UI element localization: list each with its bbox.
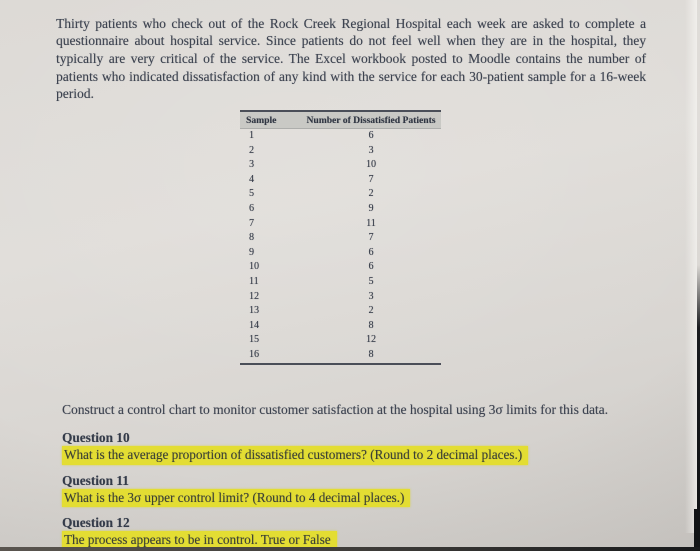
table-row	[240, 144, 441, 159]
sample-number-cell: 5	[249, 188, 254, 200]
table-row	[240, 231, 441, 246]
questions-section	[62, 430, 528, 551]
question-12-label: Question 12	[62, 515, 130, 530]
sample-number-cell: 14	[249, 319, 259, 331]
photo-edge-right-corner	[694, 509, 700, 551]
dissatisfied-count-cell: 8	[368, 319, 374, 331]
table-row	[240, 246, 441, 261]
sample-number-cell: 12	[249, 290, 259, 302]
sample-number-cell: 9	[249, 246, 254, 258]
table-row	[240, 260, 441, 275]
table-row	[240, 173, 441, 188]
table-row	[240, 187, 441, 202]
table-row	[240, 290, 441, 305]
dissatisfied-count-cell: 2	[368, 188, 374, 200]
sample-number-cell: 3	[249, 159, 254, 171]
question-11-text-highlight: What is the 3σ upper control limit? (Round to 4 decimal places.)	[62, 489, 410, 508]
paper-edge-sheen	[685, 0, 697, 533]
dissatisfied-count-cell: 12	[366, 334, 376, 346]
table-row	[240, 348, 441, 364]
dissatisfied-count-cell: 6	[368, 261, 374, 273]
sample-number-cell: 1	[249, 130, 254, 141]
table-header-row	[240, 111, 441, 129]
sample-number-cell: 8	[249, 232, 254, 244]
instruction-paragraph: Construct a control chart to monitor customer satisfaction at the hospital using 3σ limits for this data.	[62, 401, 609, 417]
question-10-label: Question 10	[62, 430, 130, 445]
table-row	[240, 275, 441, 290]
dissatisfied-patients-table	[240, 110, 441, 365]
question-11-line	[62, 489, 528, 508]
dissatisfied-count-cell: 11	[366, 217, 376, 229]
question-10-text-highlight: What is the average proportion of dissatisfied customers? (Round to 2 decimal places.)	[62, 446, 528, 465]
table-row	[240, 217, 441, 232]
table-header-sample: Sample	[240, 111, 301, 129]
table-row	[240, 129, 441, 144]
dissatisfied-count-cell: 5	[368, 275, 374, 287]
intro-paragraph: Thirty patients who check out of the Rock Creek Regional Hospital each week are asked to complete a questionnaire about hospital service. Since patients do not feel well when they are in the hospital, they typically are very critical of the service. The Excel workbook posted to Moodle contains the number of patients who indicated dissatisfaction of any kind with the service for each 30-patient sample for a 16-week period.	[56, 15, 646, 102]
sample-number-cell: 13	[249, 305, 259, 317]
sample-number-cell: 6	[249, 202, 254, 214]
sample-number-cell: 10	[249, 261, 259, 273]
dissatisfied-count-cell: 7	[368, 173, 374, 185]
question-block-11	[62, 473, 528, 508]
dissatisfied-count-cell: 3	[368, 290, 374, 302]
table-row	[240, 333, 441, 348]
dissatisfied-count-cell: 6	[368, 246, 374, 258]
sample-number-cell: 7	[249, 217, 254, 229]
sample-number-cell: 11	[249, 275, 259, 287]
photo-edge-bottom	[0, 547, 700, 551]
table-body	[240, 129, 441, 364]
table-row	[240, 319, 441, 334]
dissatisfied-count-cell: 3	[368, 144, 374, 156]
question-block-10	[62, 430, 528, 465]
dissatisfied-count-cell: 8	[368, 348, 374, 360]
dissatisfied-count-cell: 9	[368, 202, 374, 214]
table-row	[240, 158, 441, 173]
sample-number-cell: 4	[249, 173, 254, 185]
table-row	[240, 202, 441, 217]
sample-number-cell: 16	[249, 348, 259, 360]
dissatisfied-count-cell: 2	[368, 305, 374, 317]
dissatisfied-count-cell: 7	[368, 232, 374, 244]
dissatisfied-count-cell: 6	[368, 130, 374, 141]
table-header-dissatisfied-count: Number of Dissatisfied Patients	[301, 111, 441, 129]
sample-number-cell: 15	[249, 334, 259, 346]
question-12-text-highlight: The process appears to be in control. True or False	[62, 531, 337, 550]
sample-number-cell: 2	[249, 144, 254, 156]
question-block-12	[62, 515, 528, 550]
question-11-label: Question 11	[62, 472, 129, 488]
dissatisfied-count-cell: 10	[366, 159, 376, 171]
table-row	[240, 304, 441, 319]
question-10-line	[62, 446, 528, 465]
